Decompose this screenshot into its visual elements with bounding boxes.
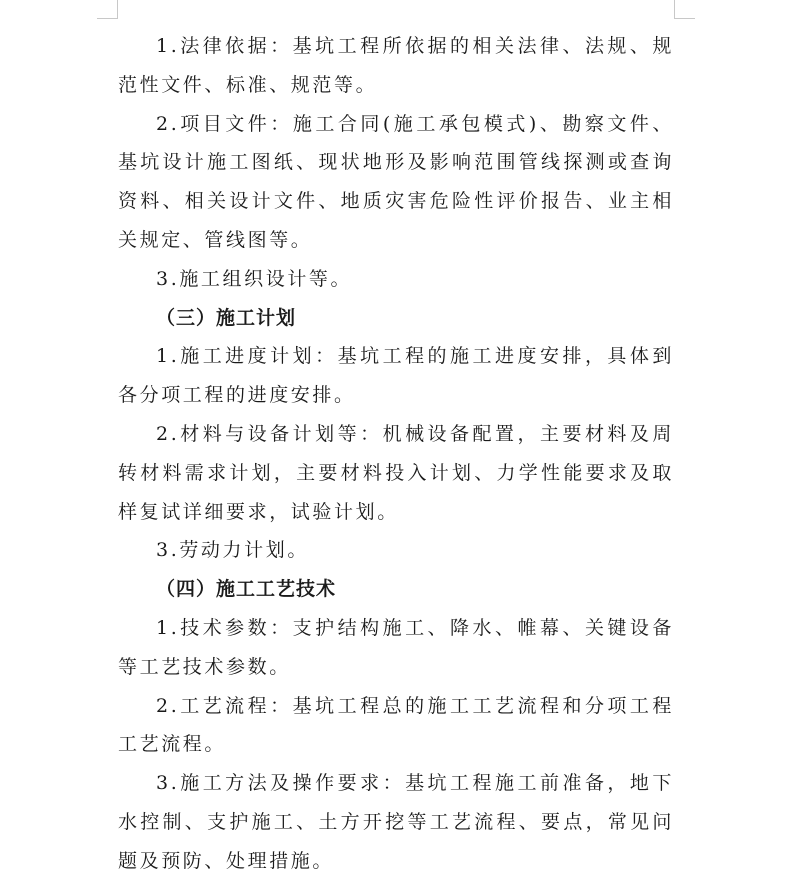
paragraph-material-equipment-plan: 2.材料与设备计划等：机械设备配置，主要材料及周转材料需求计划，主要材料投入计划、力学性能要求及取样复试详细要求，试验计划。 <box>118 422 674 523</box>
paragraph-legal-basis: 1.法律依据：基坑工程所依据的相关法律、法规、规范性文件、标准、规范等。 <box>118 35 674 96</box>
section-heading-process-technology: （四）施工工艺技术 <box>156 578 337 601</box>
paragraph-labor-plan: 3.劳动力计划。 <box>156 539 309 562</box>
paragraph-schedule-plan: 1.施工进度计划：基坑工程的施工进度安排，具体到各分项工程的进度安排。 <box>118 345 674 407</box>
margin-corner-mark-right <box>674 0 695 19</box>
paragraph-technical-parameters: 1.技术参数：支护结构施工、降水、帷幕、关键设备等工艺技术参数。 <box>118 616 674 678</box>
document-body <box>118 27 674 881</box>
margin-corner-mark-left <box>97 0 118 19</box>
section-heading-construction-plan: （三）施工计划 <box>156 306 297 329</box>
paragraph-construction-design: 3.施工组织设计等。 <box>156 267 353 290</box>
paragraph-process-flow: 2.工艺流程：基坑工程总的施工工艺流程和分项工程工艺流程。 <box>118 694 674 756</box>
paragraph-construction-methods: 3.施工方法及操作要求：基坑工程施工前准备，地下水控制、支护施工、土方开挖等工艺流程、要点，常见问题及预防、处理措施。 <box>118 772 674 872</box>
paragraph-project-documents: 2.项目文件：施工合同(施工承包模式)、勘察文件、基坑设计施工图纸、现状地形及影响范围管线探测或查询资料、相关设计文件、地质灾害危险性评价报告、业主相关规定、管线图等。 <box>118 112 674 251</box>
